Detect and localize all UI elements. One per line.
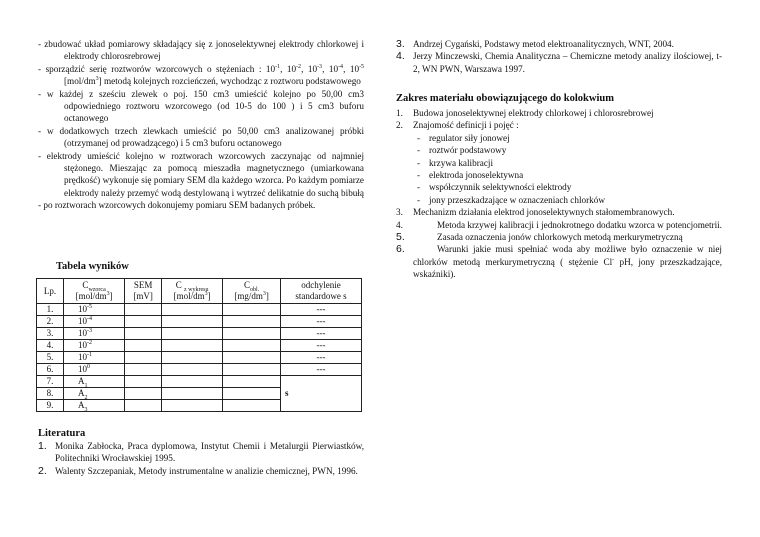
zakres-item: 3. Mechanizm działania elektrod jonoselektywnych stałomembranowych. <box>396 207 675 218</box>
header-sem: SEM [mV] <box>125 279 162 304</box>
zakres-item: 2. Znajomość definicji i pojęć : - regulator siły jonowej - roztwór podstawowy - krzywa kalibracji - elektroda jonoselektywna - współczynnik selektywności elektrody - jony przeszkadzające w oznaczeniach chlorków <box>396 119 722 206</box>
cell-c-wzorca: $A_1$ <box>64 376 125 388</box>
cell-lp: 3. <box>37 328 64 340</box>
literatura-item: 1. Monika Zabłocka, Praca dyplomowa, Instytut Chemii i Metalurgii Pierwiastków, Politechniki Wrocławskiej 1995. <box>38 440 364 464</box>
definition-item: - krzywa kalibracji <box>413 157 722 169</box>
cell-c-wzorca: $10^{-3}$ <box>64 328 125 340</box>
cell-empty <box>223 388 281 400</box>
cell-lp: 1. <box>37 304 64 316</box>
step-3: - w każdej z sześciu zlewek o poj. 150 cm3 umieścić kolejno po 50,00 cm3 odpowiedniego roztworu wzorcowego (od 10-5 do 100 ) i 5 cm3 buforu octanowego <box>38 88 364 124</box>
table-header-row <box>37 279 362 304</box>
cell-c-wzorca: $10^{-1}$ <box>64 352 125 364</box>
cell-empty <box>162 376 223 388</box>
cell-empty <box>162 316 223 328</box>
cell-empty <box>223 328 281 340</box>
cell-empty <box>125 340 162 352</box>
definition-item: - jony przeszkadzające w oznaczeniach chlorków <box>413 194 722 206</box>
table-title: Tabela wyników <box>56 261 129 272</box>
table-row <box>37 328 362 340</box>
step-4: - w dodatkowych trzech zlewkach umieścić po 50,00 cm3 analizowanej próbki (otrzymanej od prowadzącego) i 5 cm3 buforu octanowego <box>38 125 364 149</box>
cell-lp: 4. <box>37 340 64 352</box>
procedure-steps <box>38 38 364 212</box>
cell-empty <box>223 400 281 412</box>
cell-c-wzorca: $A_3$ <box>64 400 125 412</box>
cell-odchylenie: --- <box>280 328 361 340</box>
cell-c-wzorca: $10^{-5}$ <box>64 304 125 316</box>
zakres-heading: Zakres materiału obowiązującego do kolokwium <box>396 93 614 104</box>
zakres-item: 1. Budowa jonoselektywnej elektrody chlorkowej i chlorosrebrowej <box>396 108 654 118</box>
cell-empty <box>162 328 223 340</box>
header-odchylenie: odchylenie standardowe s <box>280 279 361 304</box>
cell-empty <box>223 376 281 388</box>
cell-empty <box>162 340 223 352</box>
cell-lp: 5. <box>37 352 64 364</box>
zakres-item: 5. Zasada oznaczenia jonów chlorkowych metodą merkurymetryczną <box>396 231 683 244</box>
cell-empty <box>162 400 223 412</box>
step-2: - sporządzić serię roztworów wzorcowych o stężeniach : $10^{-1}$, $10^{-2}$, $10^{-3}$, $10^{-4}$, $10^{-5}$ $[mol/dm^3]$ metodą kolejnych rozcieńczeń, wychodząc z roztworu podstawowego <box>38 63 365 87</box>
header-lp: Lp. <box>37 279 64 304</box>
header-c-wykresu: C $_{z wykresu}$ $[mol/dm^3]$ <box>162 279 223 304</box>
cell-c-wzorca: $10^0$ <box>64 364 125 376</box>
definition-item: - współczynnik selektywności elektrody <box>413 181 722 193</box>
cell-empty <box>125 316 162 328</box>
cell-odchylenie: --- <box>280 352 361 364</box>
cell-empty <box>162 304 223 316</box>
literatura-list-continued <box>396 38 722 75</box>
cell-empty <box>125 364 162 376</box>
cell-odchylenie: --- <box>280 340 361 352</box>
step-5: - elektrody umieścić kolejno w roztworach wzorcowych zaczynając od najmniej stężonego. Mieszając za pomocą mieszadła magnetycznego (umiarkowana prędkość) wykonuje się pomiary SEM dla każdego wzorca. Po każdym pomiarze elektrody należy przemyć wodą destylowaną i wytrzeć delikatnie do suchą bibułą <box>38 150 365 198</box>
cell-empty <box>125 352 162 364</box>
cell-c-wzorca: $10^{-4}$ <box>64 316 125 328</box>
results-table <box>36 278 362 412</box>
cell-lp: 7. <box>37 376 64 388</box>
cell-empty <box>223 352 281 364</box>
cell-lp: 2. <box>37 316 64 328</box>
cell-empty <box>223 364 281 376</box>
step-6: - po roztworach wzorcowych dokonujemy pomiaru SEM badanych próbek. <box>38 200 316 211</box>
cell-empty <box>162 388 223 400</box>
cell-empty <box>125 376 162 388</box>
header-c-obl: $C_{obl.}$ $[mg/dm^3]$ <box>223 279 281 304</box>
definitions-list <box>413 132 722 206</box>
cell-lp: 6. <box>37 364 64 376</box>
cell-c-wzorca: $A_2$ <box>64 388 125 400</box>
literatura-item: 2. Walenty Szczepaniak, Metody instrumentalne w analizie chemicznej, PWN, 1996. <box>38 464 358 477</box>
cell-c-wzorca: $10^{-2}$ <box>64 340 125 352</box>
definition-item: - elektroda jonoselektywna <box>413 169 722 181</box>
table-row <box>37 316 362 328</box>
table-row <box>37 376 362 388</box>
table-row <box>37 304 362 316</box>
literatura-item: 3. Andrzej Cygański, Podstawy metod elektroanalitycznych, WNT, 2004. <box>396 38 674 50</box>
cell-lp: 8. <box>37 388 64 400</box>
step-1: - zbudować układ pomiarowy składający się z jonoselektywnej elektrody chlorkowej i elektrody chlorosrebrowej <box>38 39 364 62</box>
definition-item: - roztwór podstawowy <box>413 144 722 156</box>
zakres-item: 4. Metoda krzywej kalibracji i jednokrotnego dodatku wzorca w potencjometrii. <box>396 219 722 230</box>
table-row <box>37 352 362 364</box>
table-row <box>37 340 362 352</box>
cell-empty <box>223 316 281 328</box>
cell-empty <box>125 328 162 340</box>
header-c-wzorca: $C_{wzorca}$ $[mol/dm^3]$ <box>64 279 125 304</box>
definition-item: - regulator siły jonowej <box>413 132 722 144</box>
zakres-item: 6. Warunki jakie musi spełniać woda aby możliwe było oznaczenie w niej chlorków metodą merkurymetryczną ( stężenie Cl- pH, jony przeszkadzające, wskaźniki). <box>396 243 723 280</box>
literatura-list <box>38 440 364 477</box>
cell-empty <box>223 340 281 352</box>
cell-empty <box>125 304 162 316</box>
cell-odchylenie-s: s <box>280 376 361 412</box>
literatura-item: 4. Jerzy Minczewski, Chemia Analityczna – Chemiczne metody analizy ilościowej, t-2, WN PWN, Warszawa 1997. <box>396 50 722 74</box>
cell-empty <box>162 364 223 376</box>
cell-empty <box>223 304 281 316</box>
zakres-list <box>396 107 722 281</box>
cell-empty <box>125 388 162 400</box>
table-row <box>37 364 362 376</box>
cell-odchylenie: --- <box>280 304 361 316</box>
cell-empty <box>125 400 162 412</box>
cell-empty <box>162 352 223 364</box>
cell-odchylenie: --- <box>280 364 361 376</box>
literatura-heading: Literatura <box>38 428 86 439</box>
cell-odchylenie: --- <box>280 316 361 328</box>
cell-lp: 9. <box>37 400 64 412</box>
